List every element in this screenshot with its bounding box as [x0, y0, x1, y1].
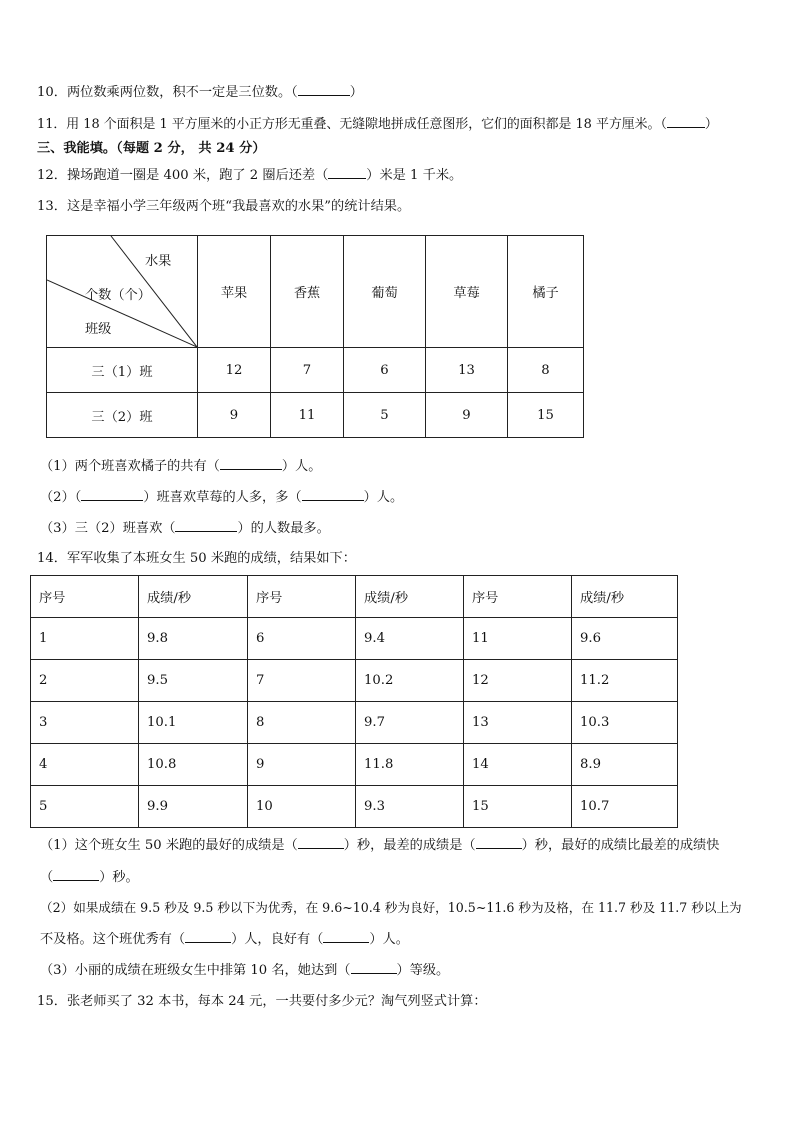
diagonal-header-cell	[47, 236, 198, 348]
column-header: 序号	[248, 576, 356, 618]
question-13-text: 13．这是幸福小学三年级两个班“我最喜欢的水果”的统计结果。	[37, 199, 411, 214]
q14-sub2-line2	[40, 930, 409, 949]
table-cell: 6	[248, 618, 356, 660]
table-cell: 10.7	[572, 786, 678, 828]
fruit-header: 草莓	[426, 236, 508, 348]
question-12-pre: 12．操场跑道一圈是 400 米，跑了 2 圈后还差（	[37, 168, 329, 183]
q14-sub3-post: ）等级。	[396, 963, 450, 978]
table-cell: 8	[248, 702, 356, 744]
answer-blank[interactable]	[298, 836, 344, 849]
table-cell: 9	[198, 393, 271, 438]
table-cell: 13	[426, 348, 508, 393]
answer-blank[interactable]	[175, 519, 237, 532]
answer-blank[interactable]	[81, 488, 143, 501]
table-cell: 9.9	[139, 786, 248, 828]
header-count-label: 个数（个）	[85, 288, 151, 303]
q14-sub3-pre: （3）小丽的成绩在班级女生中排第 10 名，她达到（	[40, 963, 351, 978]
table-row	[31, 744, 678, 786]
answer-blank[interactable]	[476, 836, 522, 849]
column-header: 成绩/秒	[356, 576, 464, 618]
table-cell: 12	[198, 348, 271, 393]
q13-sub3-pre: （3）三（2）班喜欢（	[40, 521, 176, 536]
q13-sub2-post: ）人。	[363, 490, 404, 505]
table-cell: 7	[248, 660, 356, 702]
q14-sub1-line2	[40, 868, 139, 887]
header-class-label: 班级	[85, 322, 112, 337]
table-cell: 13	[464, 702, 572, 744]
q14-sub1-pre: （1）这个班女生 50 米跑的最好的成绩是（	[40, 838, 298, 853]
table-cell: 3	[31, 702, 139, 744]
class-cell: 三（1）班	[47, 348, 198, 393]
table-cell: 10.1	[139, 702, 248, 744]
answer-blank[interactable]	[328, 166, 366, 179]
question-11-text: 11．用 18 个面积是 1 平方厘米的小正方形无重叠、无缝隙地拼成任意图形，它们的面积都是 18 平方厘米。（	[37, 117, 667, 132]
q13-sub2-mid: ）班喜欢草莓的人多，多（	[143, 490, 302, 505]
table-row	[31, 702, 678, 744]
table-cell: 11	[271, 393, 344, 438]
table-cell: 7	[271, 348, 344, 393]
table-cell: 6	[344, 348, 426, 393]
paren-close: ）	[704, 117, 718, 132]
table-cell: 14	[464, 744, 572, 786]
fruit-header: 香蕉	[271, 236, 344, 348]
table-cell: 8.9	[572, 744, 678, 786]
fruit-header: 葡萄	[344, 236, 426, 348]
table-cell: 2	[31, 660, 139, 702]
answer-blank[interactable]	[351, 961, 397, 974]
table-cell: 1	[31, 618, 139, 660]
question-12-post: ）米是 1 千米。	[366, 168, 463, 183]
table-cell: 10	[248, 786, 356, 828]
q14-sub2-line2-mid: ）人，良好有（	[231, 932, 324, 947]
table-cell: 11.2	[572, 660, 678, 702]
answer-blank[interactable]	[302, 488, 364, 501]
answer-blank[interactable]	[53, 868, 99, 881]
table-cell: 9.7	[356, 702, 464, 744]
table-cell: 9.8	[139, 618, 248, 660]
column-header: 序号	[31, 576, 139, 618]
table-row	[31, 786, 678, 828]
q14-sub1-line1	[40, 836, 719, 855]
table-cell: 9	[248, 744, 356, 786]
table-cell: 10.8	[139, 744, 248, 786]
fruit-header: 苹果	[198, 236, 271, 348]
q14-sub1-line2-post: ）秒。	[99, 870, 139, 885]
table-cell: 9.3	[356, 786, 464, 828]
table-cell: 15	[508, 393, 584, 438]
q14-sub2-line2-post: ）人。	[369, 932, 409, 947]
table-cell: 4	[31, 744, 139, 786]
table-cell: 12	[464, 660, 572, 702]
column-header: 成绩/秒	[139, 576, 248, 618]
q14-sub2-line2-pre: 不及格。这个班优秀有（	[40, 932, 186, 947]
question-15-text: 15．张老师买了 32 本书，每本 24 元，一共要付多少元？淘气列竖式计算：	[37, 994, 487, 1009]
answer-blank[interactable]	[220, 457, 282, 470]
table-cell: 11	[464, 618, 572, 660]
q14-sub1-mid2: ）秒，最好的成绩比最差的成绩快	[521, 838, 720, 853]
table-cell: 10.2	[356, 660, 464, 702]
table-cell: 5	[31, 786, 139, 828]
table-cell: 9	[426, 393, 508, 438]
column-header: 序号	[464, 576, 572, 618]
table-header-row	[47, 236, 584, 348]
q13-sub2	[40, 488, 403, 507]
q13-sub3-post: ）的人数最多。	[237, 521, 330, 536]
class-cell: 三（2）班	[47, 393, 198, 438]
answer-blank[interactable]	[185, 930, 231, 943]
answer-blank[interactable]	[298, 83, 350, 96]
q13-sub2-pre: （2）（	[40, 490, 82, 505]
table-cell: 8	[508, 348, 584, 393]
fruit-header: 橘子	[508, 236, 584, 348]
header-fruit-label: 水果	[145, 254, 172, 269]
q13-sub1-pre: （1）两个班喜欢橘子的共有（	[40, 459, 220, 474]
question-14-text: 14．军军收集了本班女生 50 米跑的成绩，结果如下：	[37, 551, 356, 566]
table-row	[47, 348, 584, 393]
score-table	[30, 575, 678, 828]
table-row	[47, 393, 584, 438]
question-10-text: 10．两位数乘两位数，积不一定是三位数。（	[37, 85, 298, 100]
table-cell: 9.5	[139, 660, 248, 702]
section-title: 三、我能填。（每题 2 分， 共 24 分）	[37, 141, 266, 156]
table-cell: 5	[344, 393, 426, 438]
column-header: 成绩/秒	[572, 576, 678, 618]
q13-sub1-post: ）人。	[281, 459, 322, 474]
table-cell: 10.3	[572, 702, 678, 744]
table-cell: 15	[464, 786, 572, 828]
question-12	[37, 166, 462, 185]
q13-sub1	[40, 457, 321, 476]
table-header-row	[31, 576, 678, 618]
answer-blank[interactable]	[323, 930, 369, 943]
q14-sub1-line2-pre: （	[40, 870, 54, 885]
q14-sub3	[40, 961, 449, 980]
table-cell: 9.4	[356, 618, 464, 660]
q14-sub2-line1: （2）如果成绩在 9.5 秒及 9.5 秒以下为优秀，在 9.6~10.4 秒为良好，10.5~11.6 秒为及格，在 11.7 秒及 11.7 秒以上为	[40, 900, 742, 915]
question-11	[37, 115, 718, 134]
q13-sub3	[40, 519, 330, 538]
table-cell: 9.6	[572, 618, 678, 660]
q14-sub1-mid1: ）秒，最差的成绩是（	[343, 838, 476, 853]
paren-close: ）	[349, 85, 363, 100]
question-10	[37, 83, 363, 102]
table-row	[31, 660, 678, 702]
fruit-table	[46, 235, 584, 438]
table-cell: 11.8	[356, 744, 464, 786]
answer-blank[interactable]	[667, 115, 705, 128]
table-row	[31, 618, 678, 660]
